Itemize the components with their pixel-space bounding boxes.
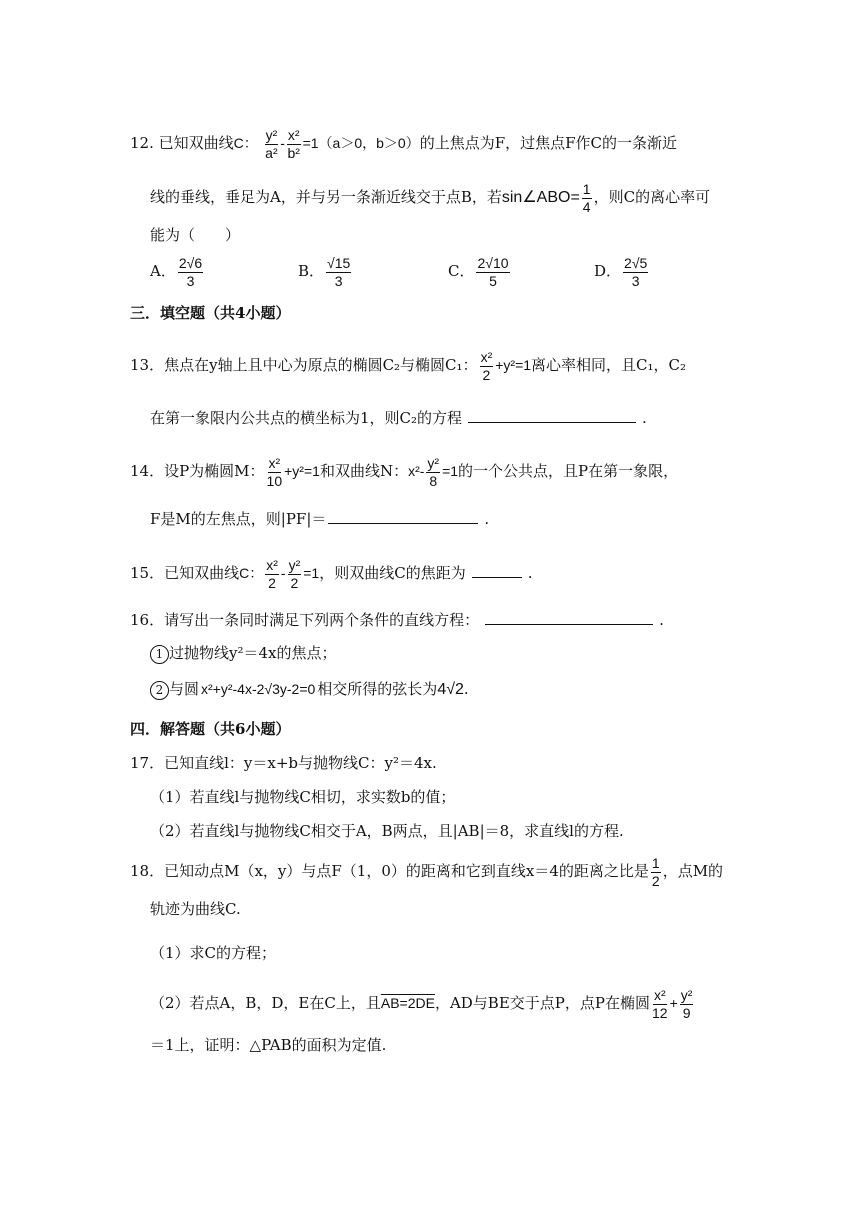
q12-c: C：: [233, 135, 258, 152]
q12-frac-quarter: $\frac{1}{4}$: [582, 181, 591, 215]
q17-line1: 17．已知直线l：y＝x+b与抛物线C：y²＝4x.: [130, 754, 437, 772]
q18-line1: 18．已知动点M（x，y）与点F（1，0）的距离和它到直线x＝4的距离之比是 $\frac{1}{2}$ ，点M的: [130, 855, 724, 889]
q17-part-1: （1）若直线l与抛物线C相切，求实数b的值；: [150, 788, 456, 806]
q16-condition-1: 1 过抛物线y²＝4x的焦点；: [150, 642, 337, 664]
q18-vector-eq: AB=2DE: [380, 995, 435, 1012]
q13-line2: 在第一象限内公共点的横坐标为1，则C₂的方程 .: [150, 406, 647, 429]
q12-frac-y2a2: $\frac{\text{y²}}{\text{a²}}$: [265, 127, 278, 161]
q12-text: 的上焦点为F，过焦点F作C的一条渐近: [419, 134, 677, 153]
q14-frac2: $\frac{\text{y²}}{8}$: [427, 455, 440, 489]
q12-frac-x2b2: $\frac{\text{x²}}{\text{b²}}$: [287, 127, 300, 161]
section-4-heading: 四．解答题（共6小题）: [130, 720, 291, 738]
q18-line2: 轨迹为曲线C.: [150, 900, 241, 918]
circled-2-icon: 2: [150, 681, 169, 700]
q18-frac-x2-12: $\frac{\text{x²}}{12}$: [651, 987, 668, 1021]
q14-line2: F是M的左焦点，则|PF|＝ .: [150, 507, 489, 530]
q15-line1: 15．已知双曲线C： $\frac{\text{x²}}{2}$ - $\frac{\text{y²}}{2}$ =1，则双曲线C的焦距为 .: [130, 557, 533, 591]
q13-frac: $\frac{\text{x²}}{2}$: [480, 349, 493, 383]
q16-condition-2: 2 与圆 x²+y²-4x-2√3y-2=0 相交所得的弦长为4√2.: [150, 678, 469, 701]
q12-number: 12.: [130, 134, 154, 153]
q18-frac-y2-9: $\frac{\text{y²}}{9}$: [680, 987, 693, 1021]
q12-line1: 12. 已知双曲线C： $\frac{\text{y²}}{\text{a²}}$ - $\frac{\text{x²}}{\text{b²}}$ =1（a＞0，b＞0）的上焦点为F，过焦点F作C的一条渐近: [130, 127, 677, 161]
q12-line3: 能为（ ）: [150, 226, 241, 244]
q17-part-2: （2）若直线l与抛物线C相交于A，B两点，且|AB|＝8，求直线l的方程.: [150, 822, 624, 840]
q13-line1: 13．焦点在y轴上且中心为原点的椭圆C₂与椭圆C₁： $\frac{\text{x²}}{2}$ +y²=1离心率相同，且C₁，C₂: [130, 349, 687, 383]
q18-line4: ＝1上，证明：△PAB的面积为定值.: [150, 1036, 387, 1054]
q12-sin: sin∠ABO=: [501, 189, 580, 207]
q12-lead: 已知双曲线: [158, 134, 234, 153]
section-3-heading: 三．填空题（共4小题）: [130, 304, 291, 322]
q13-answer-blank[interactable]: [468, 406, 636, 423]
q12-option-a: A． $\frac{2√6}{3}$: [150, 255, 203, 289]
q16-answer-blank[interactable]: [485, 608, 653, 625]
q15-answer-blank[interactable]: [472, 561, 522, 578]
q14-frac1: $\frac{\text{x²}}{10}$: [266, 455, 283, 489]
q18-frac-half: $\frac{1}{2}$: [651, 855, 660, 889]
q12-option-b: B． $\frac{√15}{3}$: [298, 255, 351, 289]
q12-line2: 线的垂线，垂足为A，并与另一条渐近线交于点B，若sin∠ABO= $\frac{1}{4}$ ，则C的离心率可: [150, 181, 711, 215]
circled-1-icon: 1: [150, 645, 169, 664]
q12-option-d: D． $\frac{2√5}{3}$: [594, 255, 648, 289]
q18-part-1: （1）求C的方程；: [150, 944, 277, 962]
q12-condition: =1（a＞0，b＞0）: [302, 135, 420, 152]
q16-line1: 16．请写出一条同时满足下列两个条件的直线方程： .: [130, 608, 664, 631]
q18-part-2: （2）若点A，B，D，E在C上，且AB=2DE，AD与BE交于点P，点P在椭圆 $\frac{\text{x²}}{12}$ + $\frac{\text{y²}}{9}$: [150, 987, 693, 1021]
q14-answer-blank[interactable]: [328, 507, 478, 524]
q14-line1: 14．设P为椭圆M： $\frac{\text{x²}}{10}$ +y²=1和双曲线N：x²- $\frac{\text{y²}}{8}$ =1的一个公共点，且P在第一象限，: [130, 455, 679, 489]
q12-option-c: C． $\frac{2√10}{5}$: [448, 255, 509, 289]
